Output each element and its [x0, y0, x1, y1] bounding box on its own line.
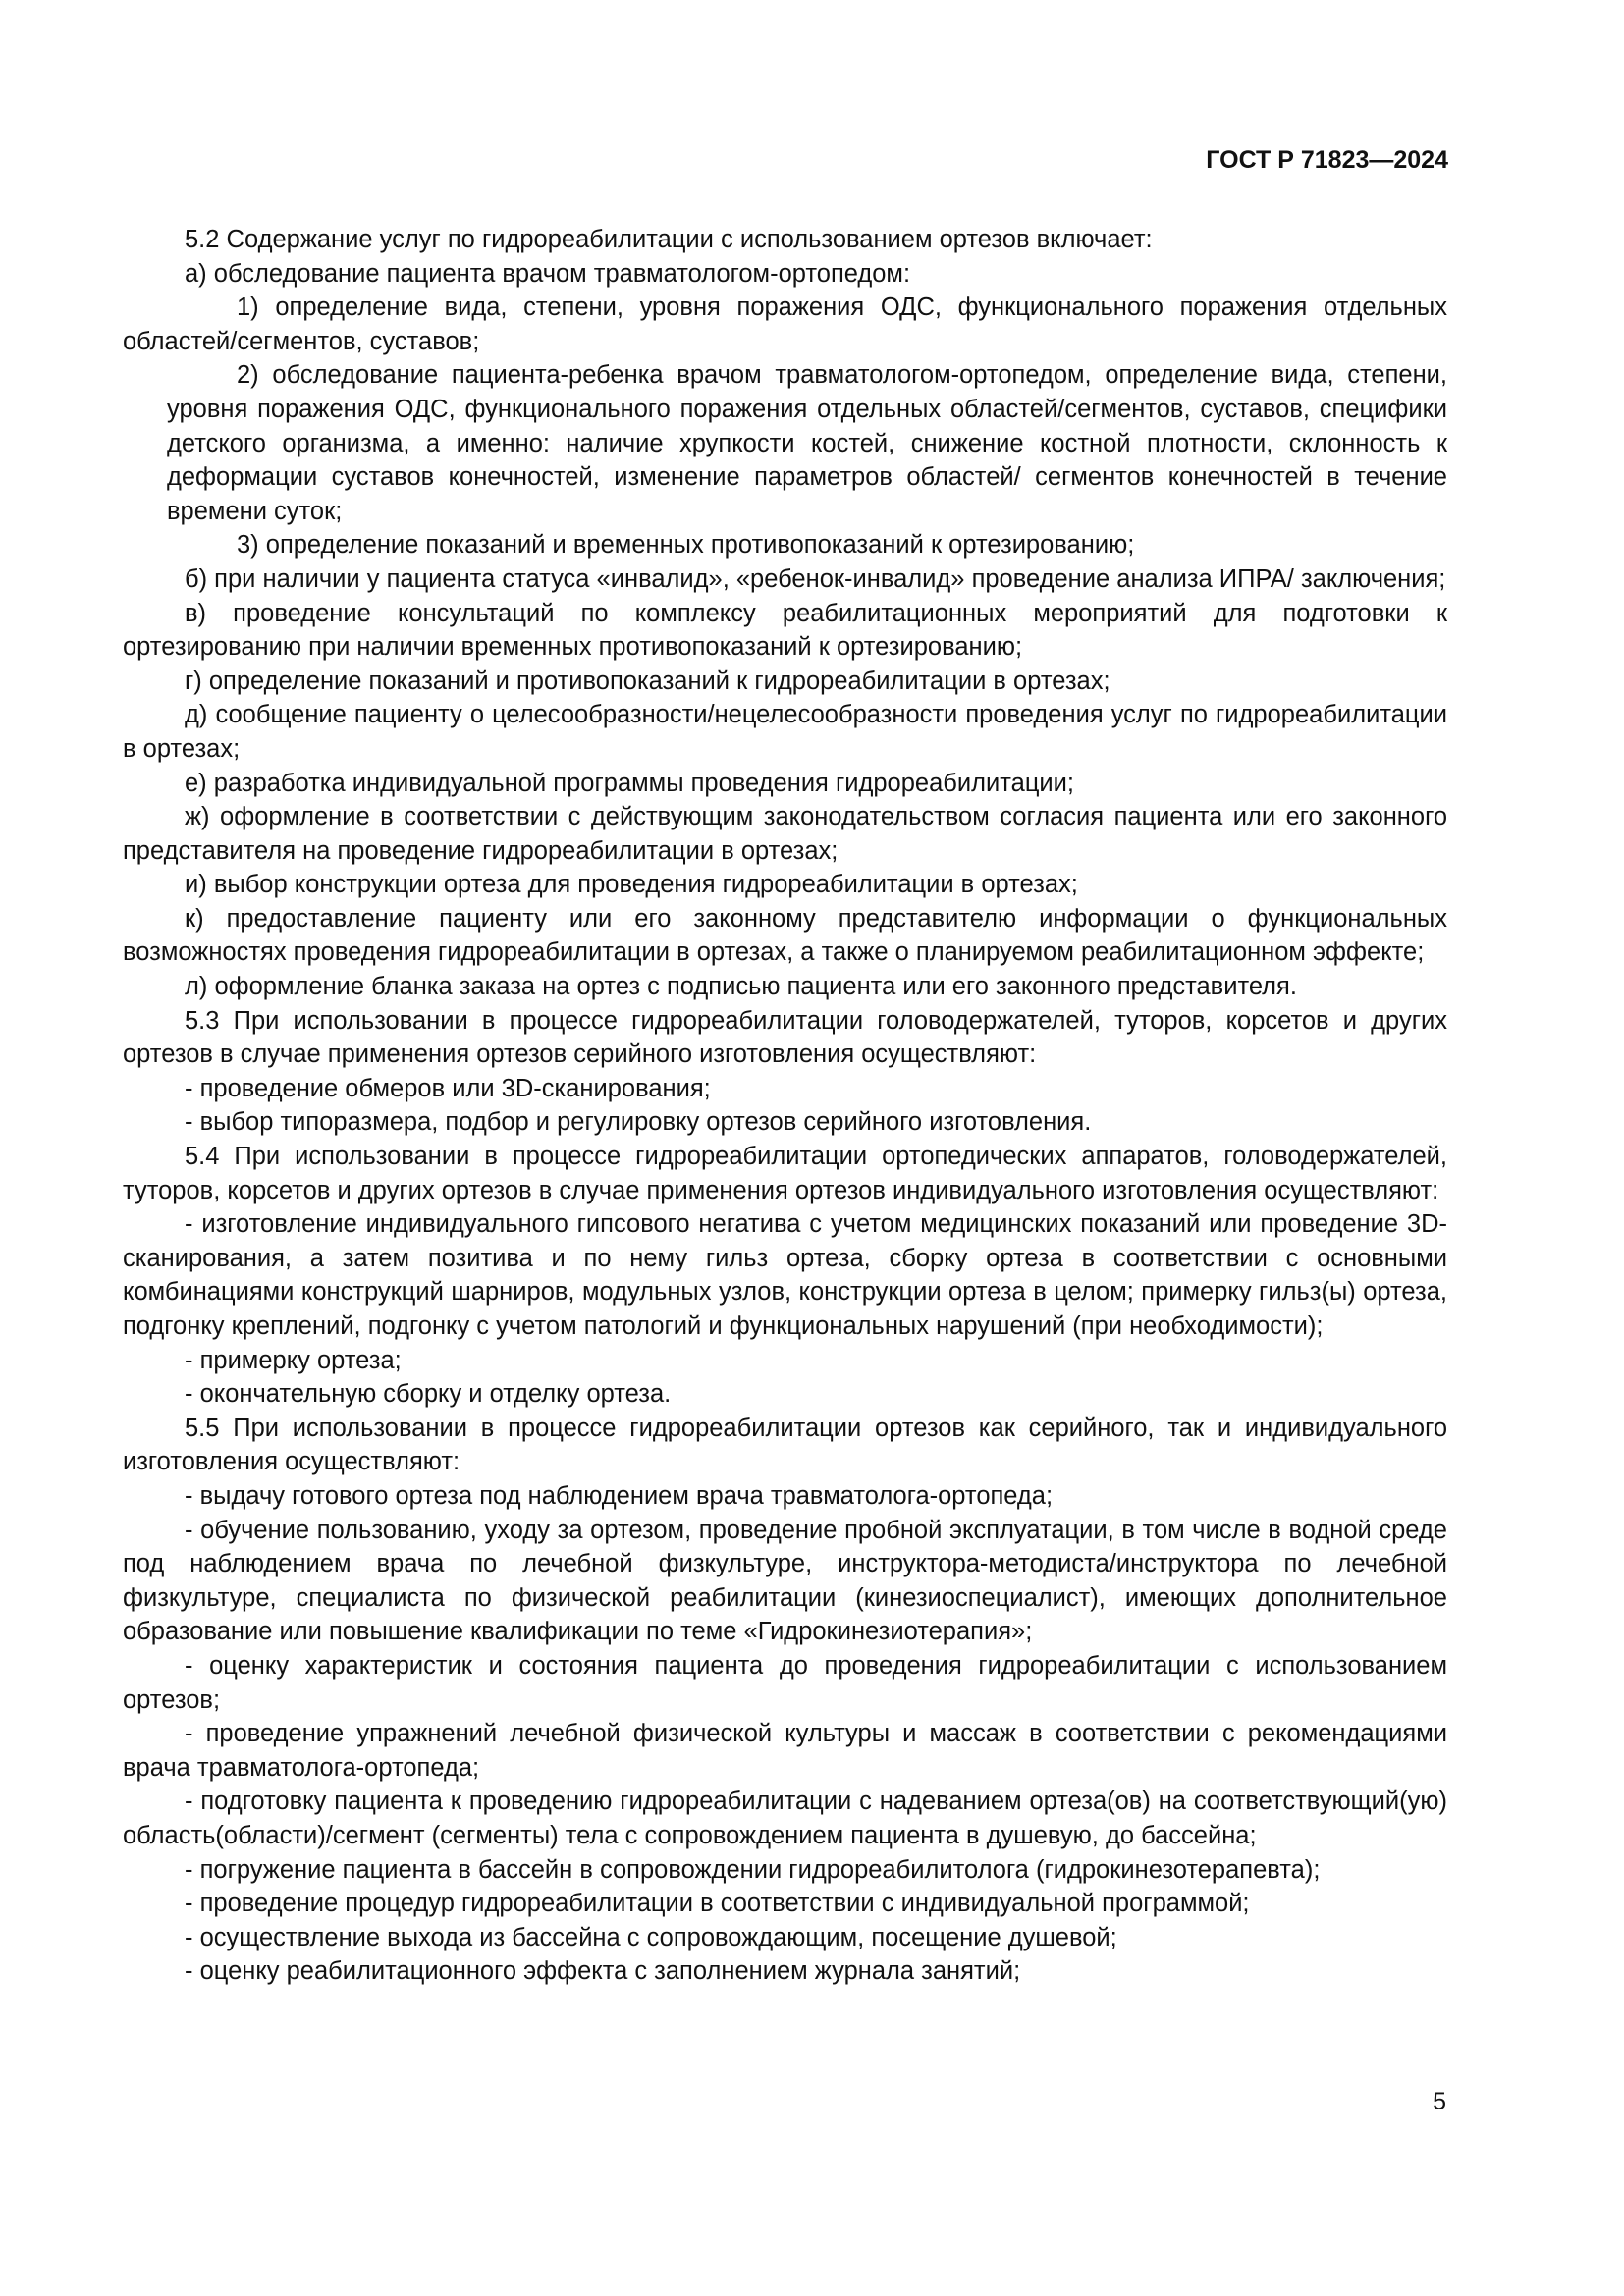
paragraph: - проведение упражнений лечебной физической культуры и массаж в соответствии с рекомендациями врача травматолога-ортопеда;	[123, 1720, 1447, 1782]
paragraph: ж) оформление в соответствии с действующим законодательством согласия пациента или его законного представителя на проведение гидрореабилитации в ортезах;	[123, 803, 1447, 865]
paragraph: - изготовление индивидуального гипсового негатива с учетом медицинских показаний или проведение 3D-сканирования, а затем позитива и по нему гильз ортеза, сборку ортеза в соответствии с основными комбинациями конструкций шарниров, модульных узлов, конструкции ортеза в целом; примерку гильз(ы) ортеза, подгонку креплений, подгонку с учетом патологий и функциональных нарушений (при необходимости);	[123, 1210, 1447, 1340]
paragraph: в) проведение консультаций по комплексу реабилитационных мероприятий для подготовки к ортезированию при наличии временных противопоказаний к ортезированию;	[123, 599, 1447, 662]
paragraph: - проведение обмеров или 3D-сканирования;	[185, 1074, 711, 1102]
paragraph: - выбор типоразмера, подбор и регулировку ортезов серийного изготовления.	[185, 1108, 1092, 1137]
page-number: 5	[1433, 2088, 1446, 2115]
paragraph: а) обследование пациента врачом травматологом-ортопедом:	[185, 259, 911, 288]
paragraph: 1) определение вида, степени, уровня поражения ОДС, функционального поражения отдельных областей/сегментов, суставов;	[123, 294, 1447, 355]
document-header-code: ГОСТ Р 71823—2024	[1206, 146, 1448, 174]
paragraph: 5.2 Содержание услуг по гидрореабилитации с использованием ортезов включает:	[185, 226, 1153, 253]
paragraph: - подготовку пациента к проведению гидрореабилитации с надеванием ортеза(ов) на соответствующий(ую) область(области)/сегмент (сегменты) тела с сопровождением пациента в душевую, до бассейна;	[123, 1788, 1447, 1849]
paragraph: 5.4 При использовании в процессе гидрореабилитации ортопедических аппаратов, головодержателей, туторов, корсетов и других ортезов в случае применения ортезов индивидуального изготовления осуществляют:	[123, 1143, 1447, 1204]
paragraph: 2) обследование пациента-ребенка врачом травматологом-ортопедом, определение вида, степени, уровня поражения ОДС, функционального поражения отдельных областей/сегментов, суставов, специфики детского организма, а именно: наличие хрупкости костей, снижение костной плотности, склонность к деформации суставов конечностей, изменение параметров областей/ сегментов конечностей в течение времени суток;	[167, 361, 1447, 525]
paragraph: е) разработка индивидуальной программы проведения гидрореабилитации;	[185, 769, 1075, 797]
paragraph: - проведение процедур гидрореабилитации в соответствии с индивидуальной программой;	[185, 1890, 1250, 1918]
paragraph: 5.5 При использовании в процессе гидрореабилитации ортезов как серийного, так и индивидуального изготовления осуществляют:	[123, 1414, 1447, 1476]
document-body	[123, 223, 1447, 1989]
paragraph: - оценку характеристик и состояния пациента до проведения гидрореабилитации с использованием ортезов;	[123, 1651, 1447, 1714]
paragraph: - окончательную сборку и отделку ортеза.	[185, 1380, 672, 1409]
paragraph: д) сообщение пациенту о целесообразности/нецелесообразности проведения услуг по гидрореабилитации в ортезах;	[123, 701, 1447, 763]
paragraph: 3) определение показаний и временных противопоказаний к ортезированию;	[237, 531, 1135, 560]
paragraph: г) определение показаний и противопоказаний к гидрореабилитации в ортезах;	[185, 667, 1110, 695]
paragraph: к) предоставление пациенту или его законному представителю информации о функциональных возможностях проведения гидрореабилитации в ортезах, а также о планируемом реабилитационном эффекте;	[123, 904, 1447, 967]
paragraph: - обучение пользованию, уходу за ортезом, проведение пробной эксплуатации, в том числе в водной среде под наблюдением врача по лечебной физкультуре, инструктора-методиста/инструктора по лечебной физкультуре, специалиста по физической реабилитации (кинезиоспециалист), имеющих дополнительное образование или повышение квалификации по теме «Гидрокинезиотерапия»;	[123, 1516, 1447, 1646]
paragraph: - погружение пациента в бассейн в сопровождении гидрореабилитолога (гидрокинезотерапевта);	[185, 1855, 1321, 1884]
paragraph: л) оформление бланка заказа на ортез с подписью пациента или его законного представителя.	[185, 973, 1297, 1001]
paragraph: - примерку ортеза;	[185, 1346, 402, 1374]
paragraph: - осуществление выхода из бассейна с сопровождающим, посещение душевой;	[185, 1923, 1117, 1951]
paragraph: - выдачу готового ортеза под наблюдением врача травматолога-ортопеда;	[185, 1481, 1054, 1510]
paragraph: б) при наличии у пациента статуса «инвалид», «ребенок-инвалид» проведение анализа ИПРА/ заключения;	[185, 564, 1446, 593]
paragraph: 5.3 При использовании в процессе гидрореабилитации головодержателей, туторов, корсетов и других ортезов в случае применения ортезов серийного изготовления осуществляют:	[123, 1006, 1447, 1069]
paragraph: и) выбор конструкции ортеза для проведения гидрореабилитации в ортезах;	[185, 871, 1078, 899]
paragraph: - оценку реабилитационного эффекта с заполнением журнала занятий;	[185, 1957, 1021, 1986]
